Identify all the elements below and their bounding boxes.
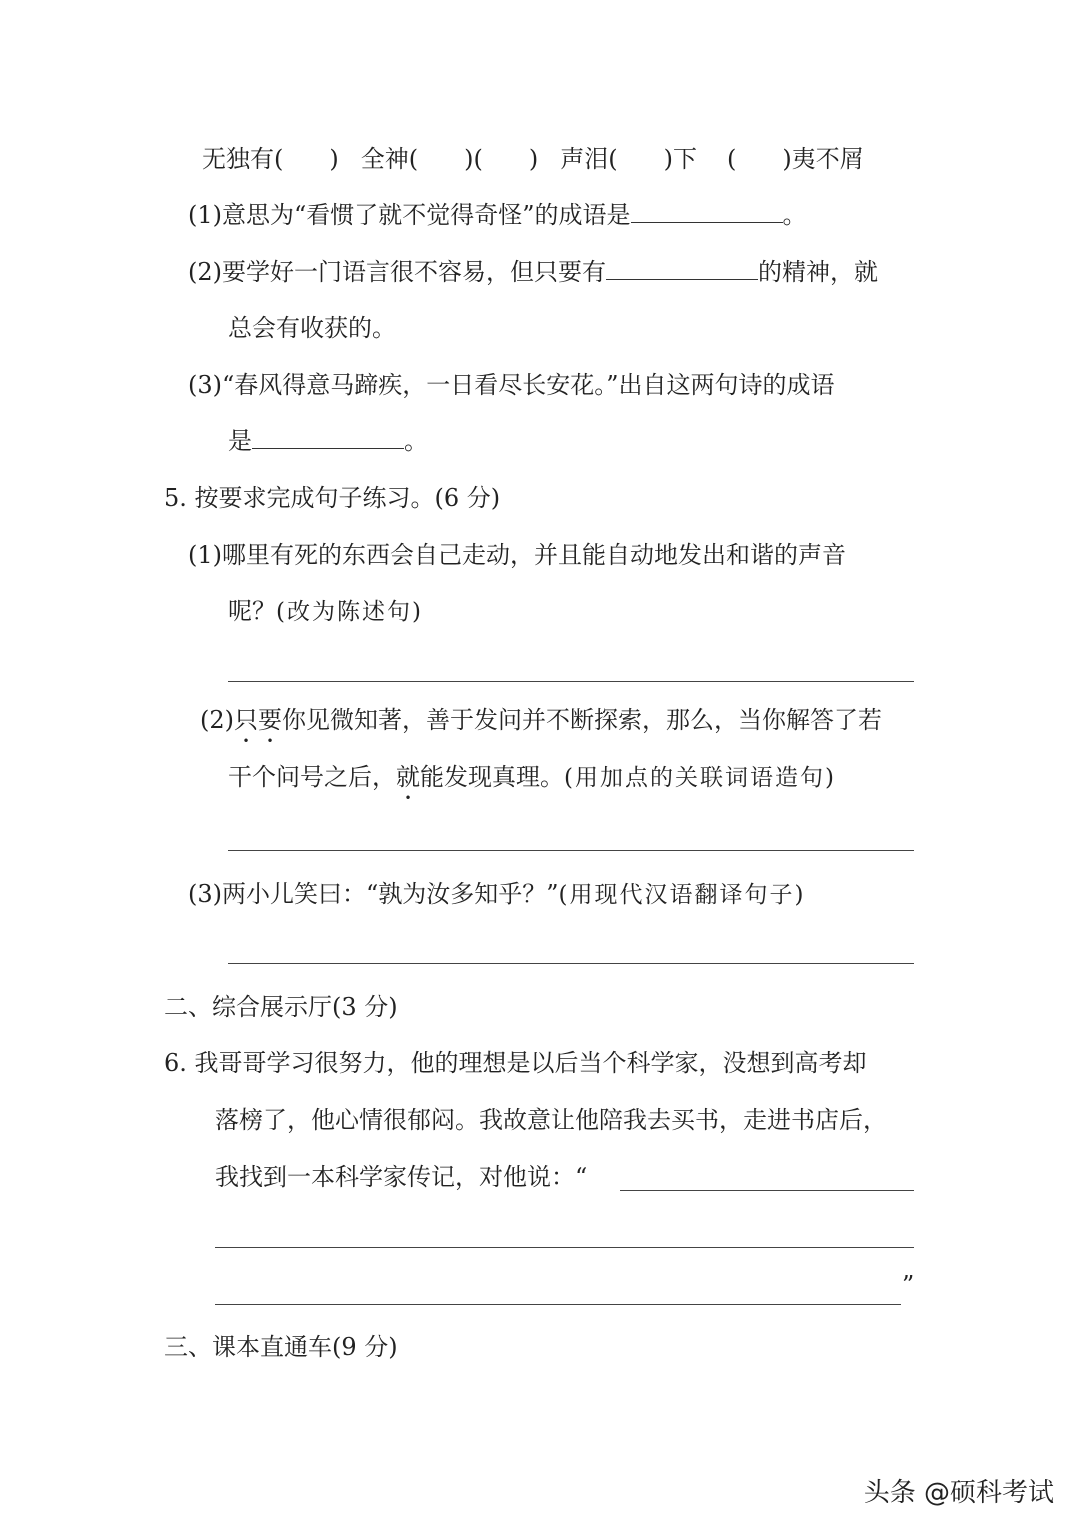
- instruction-hint: (用加点的关联词语造句): [564, 765, 836, 791]
- q5-sub3-text: (3)两小儿笑曰：“孰为汝多知乎？”: [188, 880, 559, 908]
- idiom-3: 声泪(: [560, 145, 618, 173]
- answer-line[interactable]: [228, 681, 914, 682]
- section-3-title: 三、课本直通车(9 分): [164, 1333, 398, 1361]
- answer-line[interactable]: [228, 850, 914, 851]
- q4-sub2-after: 的精神，就: [758, 258, 878, 286]
- q4-sub1-text: (1)意思为“看惯了就不觉得奇怪”的成语是: [188, 201, 631, 229]
- q4-sub1: [188, 200, 807, 230]
- idiom-2-close: ): [528, 145, 539, 173]
- period: 。: [404, 427, 428, 455]
- q5-sub2-num: (2): [200, 706, 234, 734]
- instruction-hint: (用现代汉语翻译句子): [558, 882, 806, 908]
- q5-sub2-cont: [228, 762, 836, 805]
- idiom-3-close: )下: [663, 145, 697, 173]
- idiom-4-open: (: [726, 145, 737, 173]
- idiom-4: )夷不屑: [782, 145, 864, 173]
- answer-blank[interactable]: [606, 257, 758, 280]
- section-2-title: 二、综合展示厅(3 分): [164, 993, 398, 1021]
- instruction-hint: (改为陈述句): [276, 599, 423, 625]
- q5-sub1-text: (1)哪里有死的东西会自己走动，并且能自动地发出和谐的声音: [188, 541, 846, 569]
- q5-sub1-cont-text: 呢？: [228, 597, 276, 625]
- q4-sub3-cont-text: 是: [228, 427, 252, 455]
- idiom-row: [202, 144, 864, 174]
- q6-line2: 落榜了，他心情很郁闷。我故意让他陪我去买书，走进书店后，: [215, 1106, 887, 1134]
- idiom-2-mid: )(: [464, 145, 483, 173]
- answer-line[interactable]: [215, 1304, 901, 1305]
- q5-sub2-text: 你见微知著，善于发问并不断探索，那么，当你解答了若: [282, 706, 882, 734]
- answer-blank[interactable]: [252, 426, 404, 449]
- q6-line1: 6. 我哥哥学习很努力，他的理想是以后当个科学家，没想到高考却: [164, 1049, 867, 1077]
- q4-sub2-text: (2)要学好一门语言很不容易，但只要有: [188, 258, 606, 286]
- q5-sub2-cont-pre: 干个问号之后，: [228, 763, 396, 791]
- answer-line[interactable]: [215, 1247, 914, 1248]
- period: 。: [782, 201, 807, 229]
- idiom-2: 全神(: [360, 145, 419, 173]
- answer-line[interactable]: [620, 1190, 914, 1191]
- q4-sub2-cont: 总会有收获的。: [228, 314, 396, 342]
- q4-sub3-text: (3)“春风得意马蹄疾，一日看尽长安花。”出自这两句诗的成语: [188, 371, 835, 399]
- idiom-1-close: ): [329, 145, 339, 173]
- q4-sub2: [188, 257, 878, 287]
- watermark: 头条 @硕科考试: [863, 1478, 1054, 1508]
- q4-sub3-cont: [228, 426, 428, 456]
- idiom-1: 无独有(: [202, 145, 284, 173]
- q5-title: 5. 按要求完成句子练习。(6 分): [164, 484, 501, 512]
- q5-sub1-cont: [228, 596, 423, 627]
- q5-sub3: [188, 879, 806, 910]
- q6-line3: 我找到一本科学家传记，对他说：“: [215, 1163, 588, 1191]
- close-quote: ”: [902, 1271, 915, 1299]
- answer-line[interactable]: [228, 963, 914, 964]
- q5-sub2-cont-post: 能发现真理。: [420, 763, 564, 791]
- q5-sub2: [200, 705, 882, 748]
- answer-blank[interactable]: [631, 200, 783, 223]
- dotted-word: 就: [396, 763, 420, 791]
- dotted-word: 只要: [234, 706, 282, 734]
